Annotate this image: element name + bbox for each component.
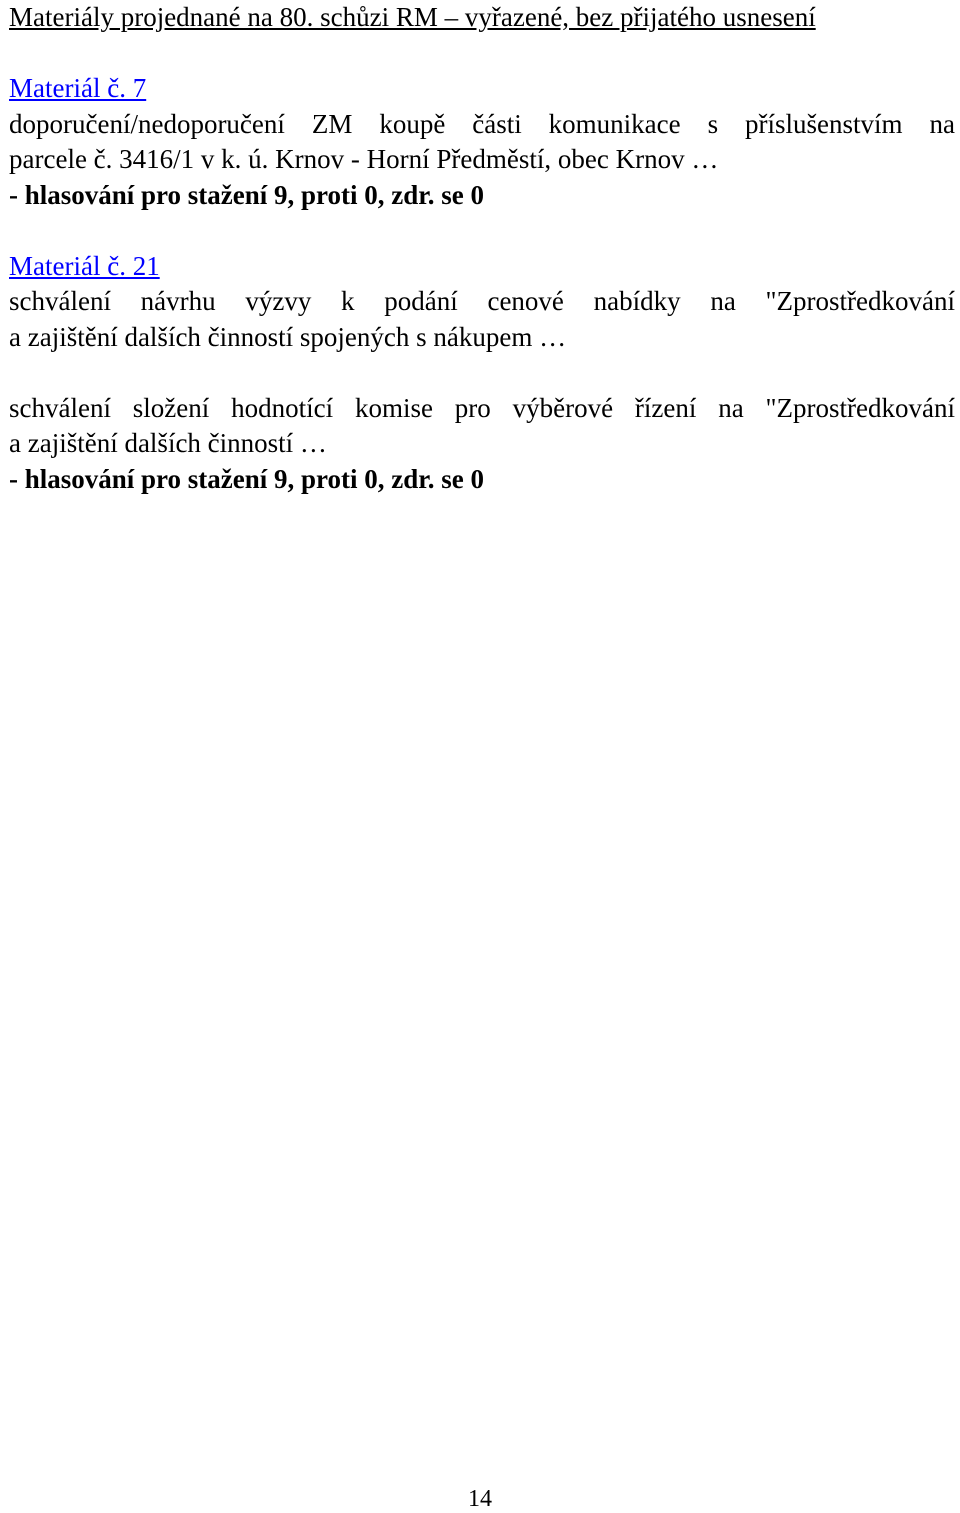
material-21-section <box>9 249 955 498</box>
spacer <box>9 213 955 249</box>
material-7-text-line: parcele č. 3416/1 v k. ú. Krnov - Horní Předměstí, obec Krnov … <box>9 144 719 174</box>
document-body <box>9 0 955 497</box>
material-7-text-line: doporučení/nedoporučení ZM koupě části komunikace s příslušenstvím na <box>9 108 955 139</box>
material-21-item2-line: a zajištění dalších činností … <box>9 428 327 458</box>
page-title: Materiály projednané na 80. schůzi RM – vyřazené, bez přijatého usnesení <box>9 2 816 32</box>
material-21-item1-line: a zajištění dalších činností spojených s nákupem … <box>9 321 567 352</box>
material-7-link[interactable]: Materiál č. 7 <box>9 73 147 103</box>
material-21-item2-line: schválení složení hodnotící komise pro výběrové řízení na "Zprostředkování <box>9 392 955 423</box>
material-21-item1-line: schválení návrhu výzvy k podání cenové nabídky na "Zprostředkování <box>9 286 955 316</box>
material-7-section <box>9 71 955 213</box>
material-21-link[interactable]: Materiál č. 21 <box>9 250 160 281</box>
page-number: 14 <box>468 1486 492 1512</box>
spacer <box>9 36 955 72</box>
material-21-vote: - hlasování pro stažení 9, proti 0, zdr. se 0 <box>9 463 485 494</box>
spacer <box>9 355 955 391</box>
material-7-vote: - hlasování pro stažení 9, proti 0, zdr. se 0 <box>9 179 485 210</box>
